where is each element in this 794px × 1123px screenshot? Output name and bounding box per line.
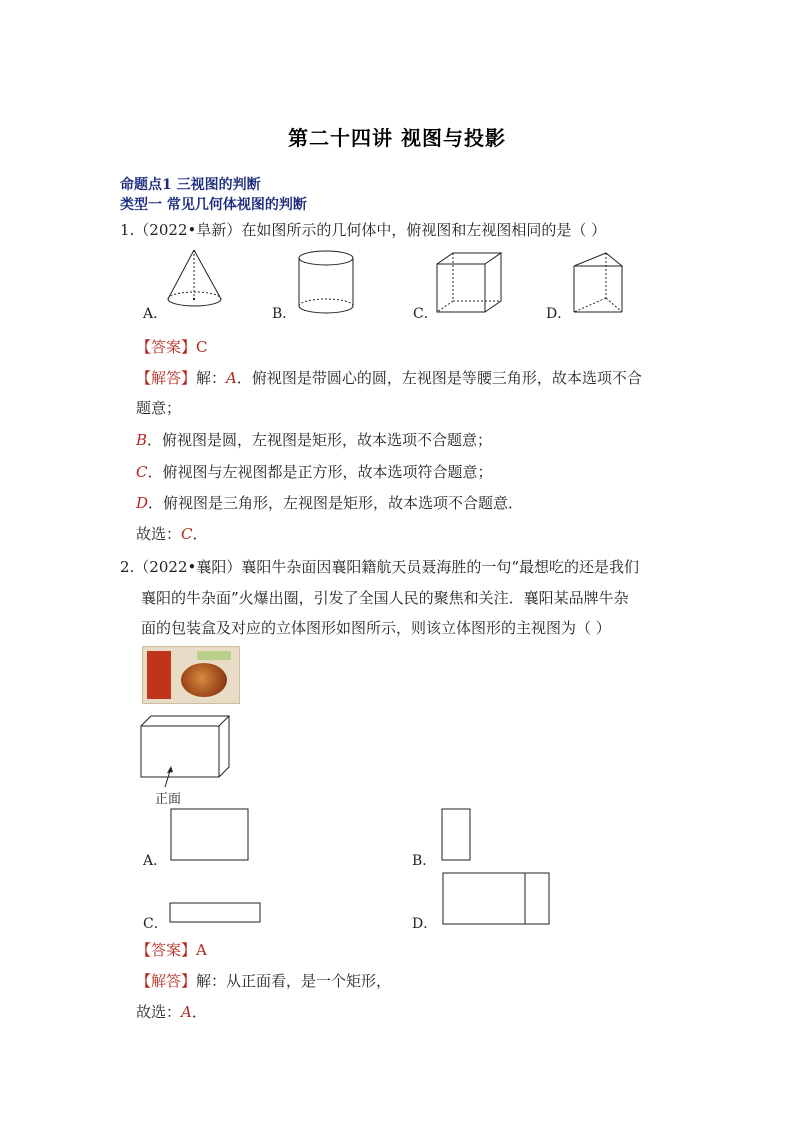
q1-option-b: B．: [272, 306, 297, 322]
topic-heading: 命题点1 三视图的判断: [120, 177, 261, 193]
q2-conclusion-suffix: ．: [191, 1003, 207, 1021]
triangular-prism-figure: [571, 252, 627, 316]
q1-option-c: C．: [413, 306, 438, 322]
q1-analysis-text-a: ．俯视图是带圆心的圆，左视图是等腰三角形，故本选项不合: [236, 369, 642, 387]
q1-option-a: A．: [143, 306, 168, 322]
q1-conclusion-prefix: 故选：: [136, 525, 182, 543]
q2-option-c-rect: [169, 902, 263, 924]
q2-option-a: A．: [143, 853, 168, 869]
q1-analysis-text-d: ．俯视图是三角形，左视图是矩形，故本选项不合题意．: [148, 494, 524, 512]
q1-analysis-text-b: ．俯视图是圆，左视图是矩形，故本选项不合题意；: [147, 431, 493, 449]
package-red-banner: [147, 651, 171, 699]
noodle-bowl-image: [181, 663, 227, 697]
q1-analysis-opt-a: A: [226, 369, 237, 387]
q2-answer-value: A: [196, 941, 207, 959]
q1-conclusion: [136, 523, 208, 544]
noodle-package-photo: [142, 646, 240, 704]
q1-analysis-text-c: ．俯视图与左视图都是正方形，故本选项符合题意；: [147, 463, 493, 481]
q1-analysis-line-c: [136, 461, 493, 482]
q2-stem-line3: 面的包装盒及对应的立体图形如图所示，则该立体图形的主视图为（ ）: [141, 619, 611, 637]
q1-answer-value: C: [196, 338, 208, 356]
q2-conclusion-option: A: [181, 1003, 192, 1021]
q2-option-b-rect: [441, 808, 473, 862]
q2-conclusion: [136, 1001, 207, 1022]
cylinder-figure: [298, 250, 356, 316]
q2-option-c: C．: [143, 916, 168, 932]
q1-option-d: D．: [546, 306, 572, 322]
q2-analysis: [136, 970, 391, 991]
page-title: 第二十四讲 视图与投影: [288, 126, 506, 150]
q1-analysis-line1-cont: 题意；: [136, 399, 182, 417]
q1-analysis-label: 【解答】: [136, 369, 197, 387]
q2-stem-line1: 2.（2022•襄阳）襄阳牛杂面因襄阳籍航天员聂海胜的一句“最想吃的还是我们: [120, 558, 640, 576]
q2-answer: [136, 939, 207, 960]
q1-answer: [136, 336, 208, 357]
q1-analysis-prefix: 解：: [196, 369, 227, 387]
q2-option-b: B．: [412, 853, 437, 869]
front-label: 正面: [155, 792, 182, 807]
q2-stem-line2: 襄阳的牛杂面”火爆出圈，引发了全国人民的聚焦和关注．襄阳某品牌牛杂: [141, 589, 629, 607]
q1-analysis-opt-d: D: [136, 494, 149, 512]
type-heading: 类型一 常见几何体视图的判断: [120, 197, 307, 213]
q2-option-d: D．: [412, 916, 438, 932]
q1-analysis-line-b: [136, 429, 492, 450]
q1-analysis-line-d: [136, 492, 523, 513]
q1-analysis-opt-c: C: [136, 463, 148, 481]
q2-analysis-text: 解：从正面看，是一个矩形，: [196, 972, 392, 990]
cube-figure: [436, 252, 504, 316]
q1-answer-label: 【答案】: [136, 338, 197, 356]
q2-conclusion-prefix: 故选：: [136, 1003, 182, 1021]
q2-option-a-rect: [170, 808, 250, 862]
q1-conclusion-suffix: ．: [192, 525, 208, 543]
q1-analysis-opt-b: B: [136, 431, 148, 449]
q1-conclusion-option: C: [181, 525, 193, 543]
q2-answer-label: 【答案】: [136, 941, 197, 959]
box-3d-figure: [140, 715, 230, 795]
q1-analysis-line1: [136, 367, 642, 388]
q2-analysis-label: 【解答】: [136, 972, 197, 990]
q2-option-d-rect: [442, 872, 552, 926]
package-label-strip: [197, 651, 231, 660]
cone-figure: [165, 248, 225, 310]
q1-stem: 1.（2022•阜新）在如图所示的几何体中，俯视图和左视图相同的是（ ）: [120, 221, 607, 239]
